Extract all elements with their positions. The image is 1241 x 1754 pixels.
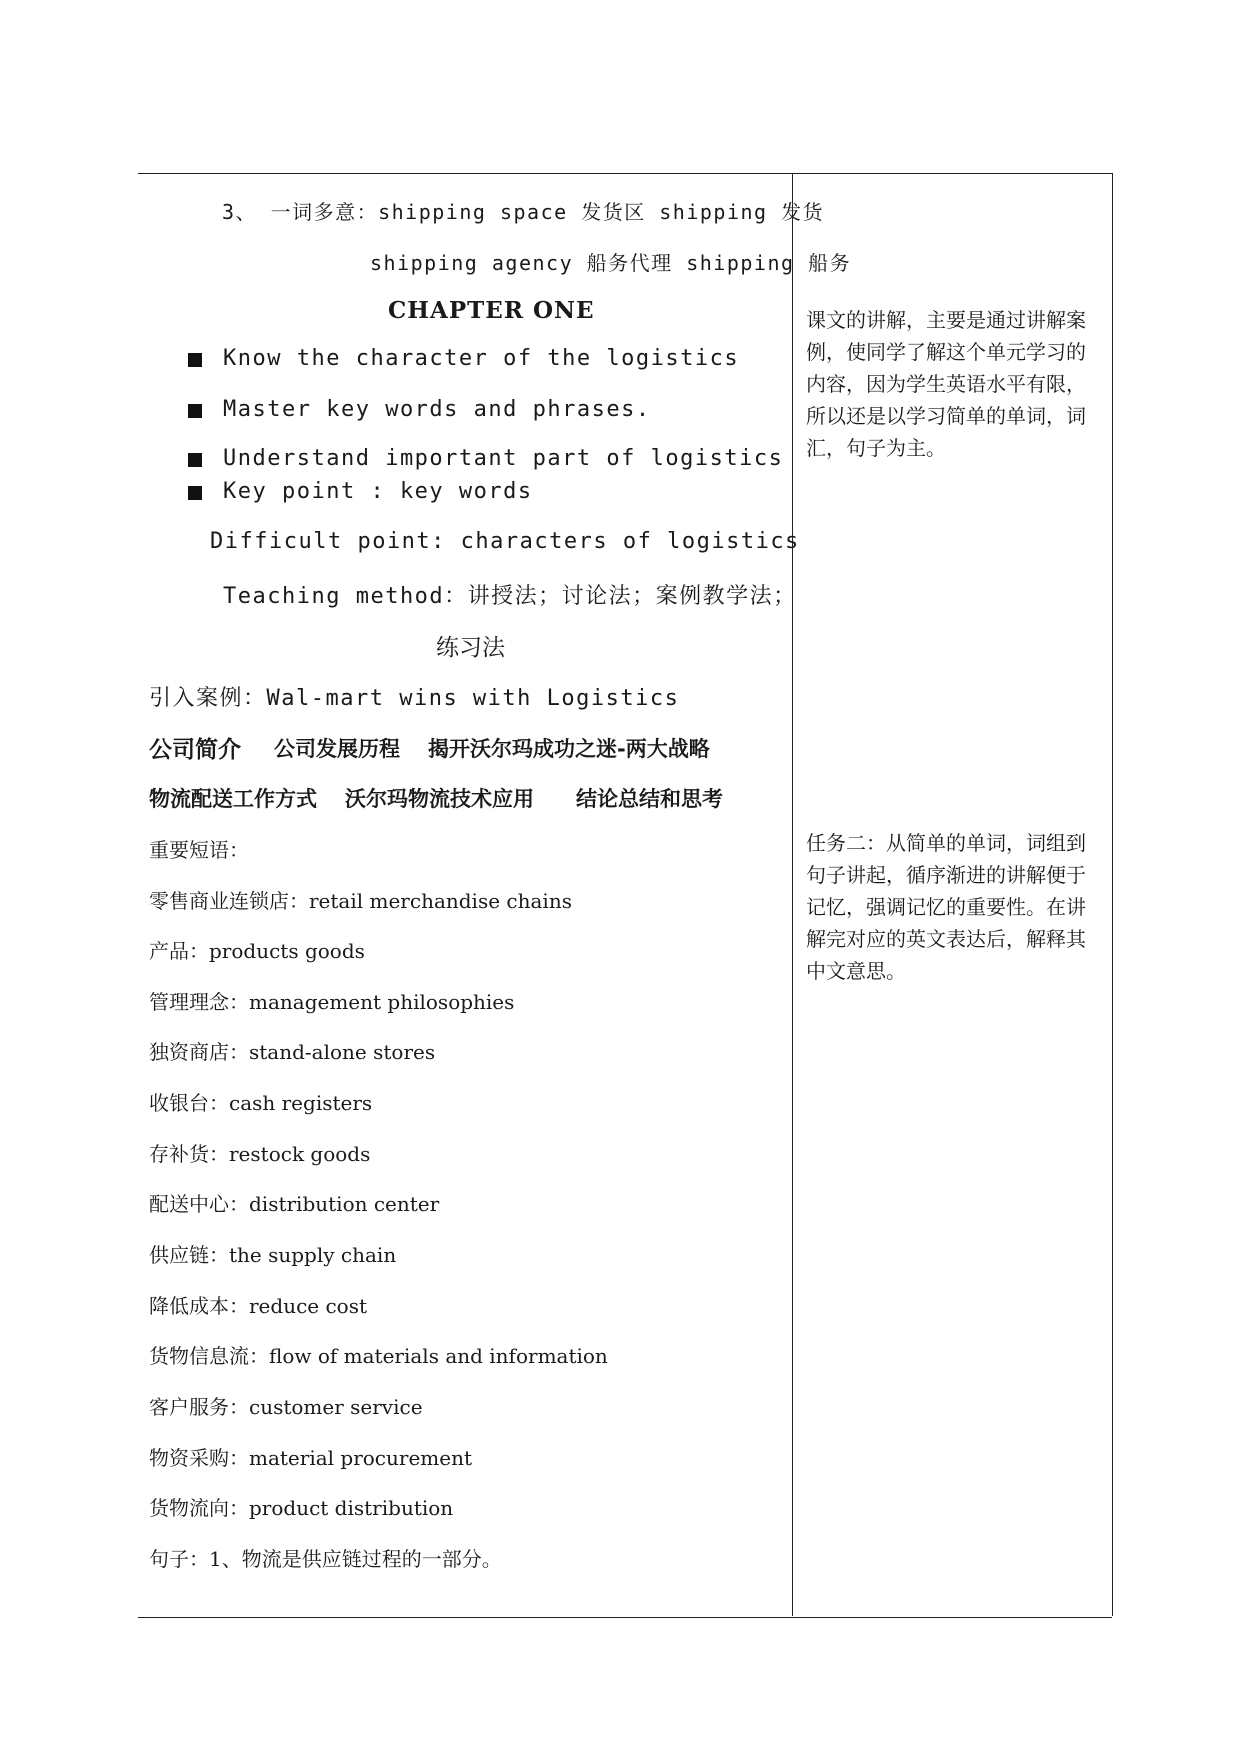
topic-heading: 沃尔玛物流技术应用	[345, 787, 534, 811]
polysemy-line-2: shipping agency 船务代理 shipping 船务	[370, 251, 852, 275]
phrase-item: 产品：products goods	[149, 939, 365, 963]
objective-item: Key point : key words	[223, 479, 533, 504]
phrase-item: 货物流向：product distribution	[149, 1496, 454, 1520]
topic-heading: 公司简介	[149, 737, 241, 763]
objective-item: Know the character of the logistics	[223, 346, 740, 371]
bullet-square-icon	[188, 404, 202, 418]
difficult-point: Difficult point: characters of logistics	[210, 529, 800, 554]
phrase-item: 物资采购：material procurement	[149, 1446, 472, 1470]
phrase-item: 客户服务：customer service	[149, 1395, 423, 1419]
phrase-item: 零售商业连锁店：retail merchandise chains	[149, 889, 572, 913]
polysemy-line-1: 3、 一词多意：shipping space 发货区 shipping 发货	[222, 200, 825, 224]
teaching-method-cont: 练习法	[436, 635, 505, 661]
teaching-note-2: 任务二：从简单的单词，词组到句子讲起，循序渐进的讲解便于记忆，强调记忆的重要性。在讲解完对应的英文表达后，解释其中文意思。	[806, 831, 1086, 983]
topic-heading: 结论总结和思考	[576, 787, 723, 811]
column-divider	[792, 173, 793, 1616]
phrase-item: 存补货：restock goods	[149, 1142, 371, 1166]
phrases-title: 重要短语：	[149, 838, 249, 862]
topic-heading: 物流配送工作方式	[149, 787, 317, 811]
phrase-item: 独资商店：stand-alone stores	[149, 1040, 436, 1064]
sentence-line: 句子：1、物流是供应链过程的一部分。	[149, 1547, 502, 1571]
phrase-item: 管理理念：management philosophies	[149, 990, 515, 1014]
objective-item: Master key words and phrases.	[223, 397, 651, 422]
phrase-item: 供应链：the supply chain	[149, 1243, 397, 1267]
bullet-square-icon	[188, 353, 202, 367]
teaching-note-1: 课文的讲解，主要是通过讲解案例，使同学了解这个单元学习的内容，因为学生英语水平有限，所以还是以学习简单的单词，词汇，句子为主。	[806, 308, 1086, 460]
bullet-square-icon	[188, 453, 202, 467]
table-right-border	[1112, 173, 1113, 1616]
phrase-item: 配送中心：distribution center	[149, 1192, 440, 1216]
bullet-square-icon	[188, 486, 202, 500]
phrase-item: 降低成本：reduce cost	[149, 1294, 368, 1318]
phrase-item: 收银台：cash registers	[149, 1091, 373, 1115]
phrase-item: 货物信息流：flow of materials and information	[149, 1344, 608, 1368]
topic-heading: 公司发展历程	[274, 737, 400, 761]
topic-heading: 揭开沃尔玛成功之迷-两大战略	[428, 737, 710, 761]
chapter-heading: CHAPTER ONE	[388, 297, 595, 324]
teaching-method: Teaching method：讲授法；讨论法；案例教学法；	[223, 584, 797, 609]
case-intro: 引入案例：Wal-mart wins with Logistics	[149, 686, 680, 711]
objective-item: Understand important part of logistics	[223, 446, 784, 471]
